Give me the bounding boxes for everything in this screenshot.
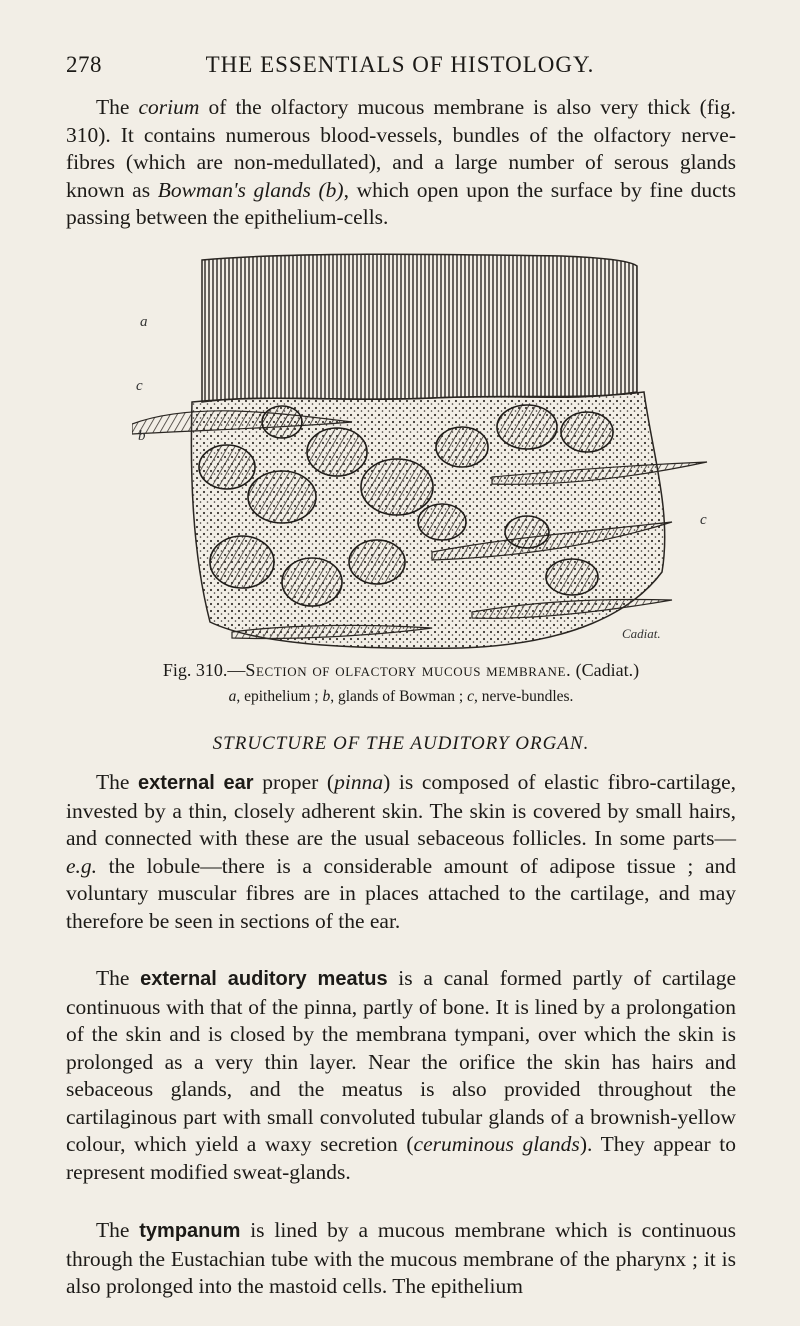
- label-c-right: c: [700, 512, 707, 528]
- label-b: b: [138, 428, 146, 444]
- page-number: 278: [66, 52, 102, 77]
- epithelium-layer: [202, 254, 637, 402]
- label-c-left: c: [136, 378, 143, 394]
- figure-legend: a, epithelium ; b, glands of Bowman ; c, nerve-bundles.: [228, 688, 574, 705]
- paragraph-external-ear: The external ear proper (pinna) is composed of elastic fibro-cartilage, invested by a thin, closely adherent skin. The skin is covered by small hairs, and connected with these are the usual sebaceous follicles. In some parts—e.g. the lobule—there is a considerable amount of adipose tissue ; and voluntary muscular fibres are in places attached to the cartilage, and may therefore be seen in sections of the ear.: [66, 770, 736, 933]
- paragraph-tympanum: The tympanum is lined by a mucous membrane which is continuous through the Eustachian tube with the mucous membrane of the pharynx ; it is also prolonged into the mastoid cells. The epithelium: [66, 1218, 736, 1298]
- section-heading: STRUCTURE OF THE AUDITORY ORGAN.: [212, 733, 590, 754]
- artist-signature: Cadiat.: [622, 626, 661, 641]
- histology-illustration: [132, 252, 712, 652]
- paragraph-corium: The corium of the olfactory mucous membrane is also very thick (fig. 310). It contains numerous blood-vessels, bundles of the olfactory nerve-fibres (which are non-medullated), and a large number of serous glands known as Bowman's glands (b), which open upon the surface by fine ducts passing between the epithelium-cells.: [66, 95, 736, 229]
- page-header: [66, 52, 734, 82]
- running-title: THE ESSENTIALS OF HISTOLOGY.: [205, 52, 595, 77]
- figure-caption: Fig. 310.—Section of olfactory mucous membrane. (Cadiat.): [162, 660, 640, 680]
- paragraph-auditory-meatus: The external auditory meatus is a canal formed partly of cartilage continuous with that of the pinna, partly of bone. It is lined by a prolongation of the skin and is closed by the membrana tympani, over which the skin is prolonged as a very thin layer. Near the orifice the skin has hairs and sebaceous glands, and the meatus is also provided throughout the cartilaginous part with small convoluted tubular glands of a brownish-yellow colour, which yield a waxy secretion (ceruminous glands). They appear to represent modified sweat-glands.: [66, 966, 736, 1184]
- figure-olfactory-section: [132, 252, 712, 652]
- label-a: a: [140, 314, 148, 330]
